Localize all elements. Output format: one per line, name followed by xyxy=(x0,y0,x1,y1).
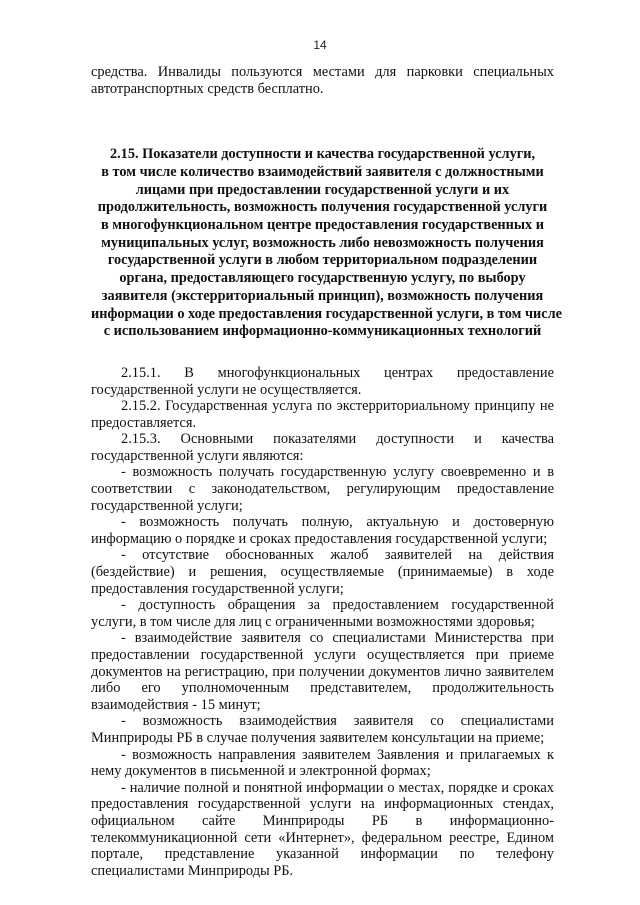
heading-line: лицами при предоставлении государственной услуги и их xyxy=(135,181,510,198)
list-item: - возможность получать полную, актуальную и достоверную информацию о порядке и сроках предоставления государственной услуги; xyxy=(91,514,554,547)
paragraph-2-15-2: 2.15.2. Государственная услуга по экстерриториальному принципу не предоставляется. xyxy=(91,398,554,431)
list-item: - взаимодействие заявителя со специалистами Министерства при предоставлении государственной услуги осуществляется при приеме документов на регистрацию, при получении документов лично заявителем либо его уполномоченным представителем, продолжительность взаимодействия - 15 минут; xyxy=(91,630,554,713)
list-item: - возможность направления заявителем Заявления и прилагаемых к нему документов в письменной и электронной формах; xyxy=(91,746,554,780)
heading-line: информации о ходе предоставления государственной услуги, в том числе xyxy=(91,305,562,322)
heading-line: 2.15. Показатели доступности и качества государственной услуги, xyxy=(109,146,536,163)
heading-line: государственной услуги в любом территориальном подразделении xyxy=(107,252,538,269)
page-number: 14 xyxy=(313,38,327,52)
section-heading xyxy=(91,146,562,341)
paragraph-2-15-1: 2.15.1. В многофункциональных центрах предоставление государственной услуги не осуществляется. xyxy=(91,364,554,398)
heading-line: с использованием информационно-коммуникационных технологий xyxy=(103,323,542,340)
list-item: - наличие полной и понятной информации о местах, порядке и сроках предоставления государственной услуги на информационных стендах, официальном сайте Минприроды РБ в информационно-телекоммуникационной сети «Интернет», федеральном реестре, Едином портале, представление указанной информации по телефону специалистами Минприроды РБ. xyxy=(91,779,554,879)
list-item: - отсутствие обоснованных жалоб заявителей на действия (бездействие) и решения, осуществляемые (принимаемые) в ходе предоставления государственной услуги; xyxy=(91,547,554,597)
heading-line: заявителя (экстерриториальный принцип), возможность получения xyxy=(101,287,544,304)
list-item: - доступность обращения за предоставлением государственной услуги, в том числе для лиц с ограниченными возможностями здоровья; xyxy=(91,597,554,630)
paragraph-2-15-3: 2.15.3. Основными показателями доступности и качества государственной услуги являются: xyxy=(91,431,554,464)
heading-line: в многофункциональном центре предоставления государственных и xyxy=(100,217,545,233)
heading-line: в том числе количество взаимодействий заявителя с должностными xyxy=(101,163,544,180)
list-item: - возможность получать государственную услугу своевременно и в соответствии с законодательством, регулирующим предоставление государственной услуги; xyxy=(91,464,554,514)
heading-line: продолжительность, возможность получения государственной услуги xyxy=(97,199,548,216)
intro-paragraph: средства. Инвалиды пользуются местами для парковки специальных автотранспортных средств бесплатно. xyxy=(91,64,554,97)
page-body xyxy=(91,64,562,879)
heading-line: органа, предоставляющего государственную услугу, по выбору xyxy=(119,270,526,287)
heading-line: муниципальных услуг, возможность либо невозможность получения xyxy=(101,234,544,251)
list-item: - возможность взаимодействия заявителя со специалистами Минприроды РБ в случае получения заявителем консультации на приеме; xyxy=(91,713,554,746)
